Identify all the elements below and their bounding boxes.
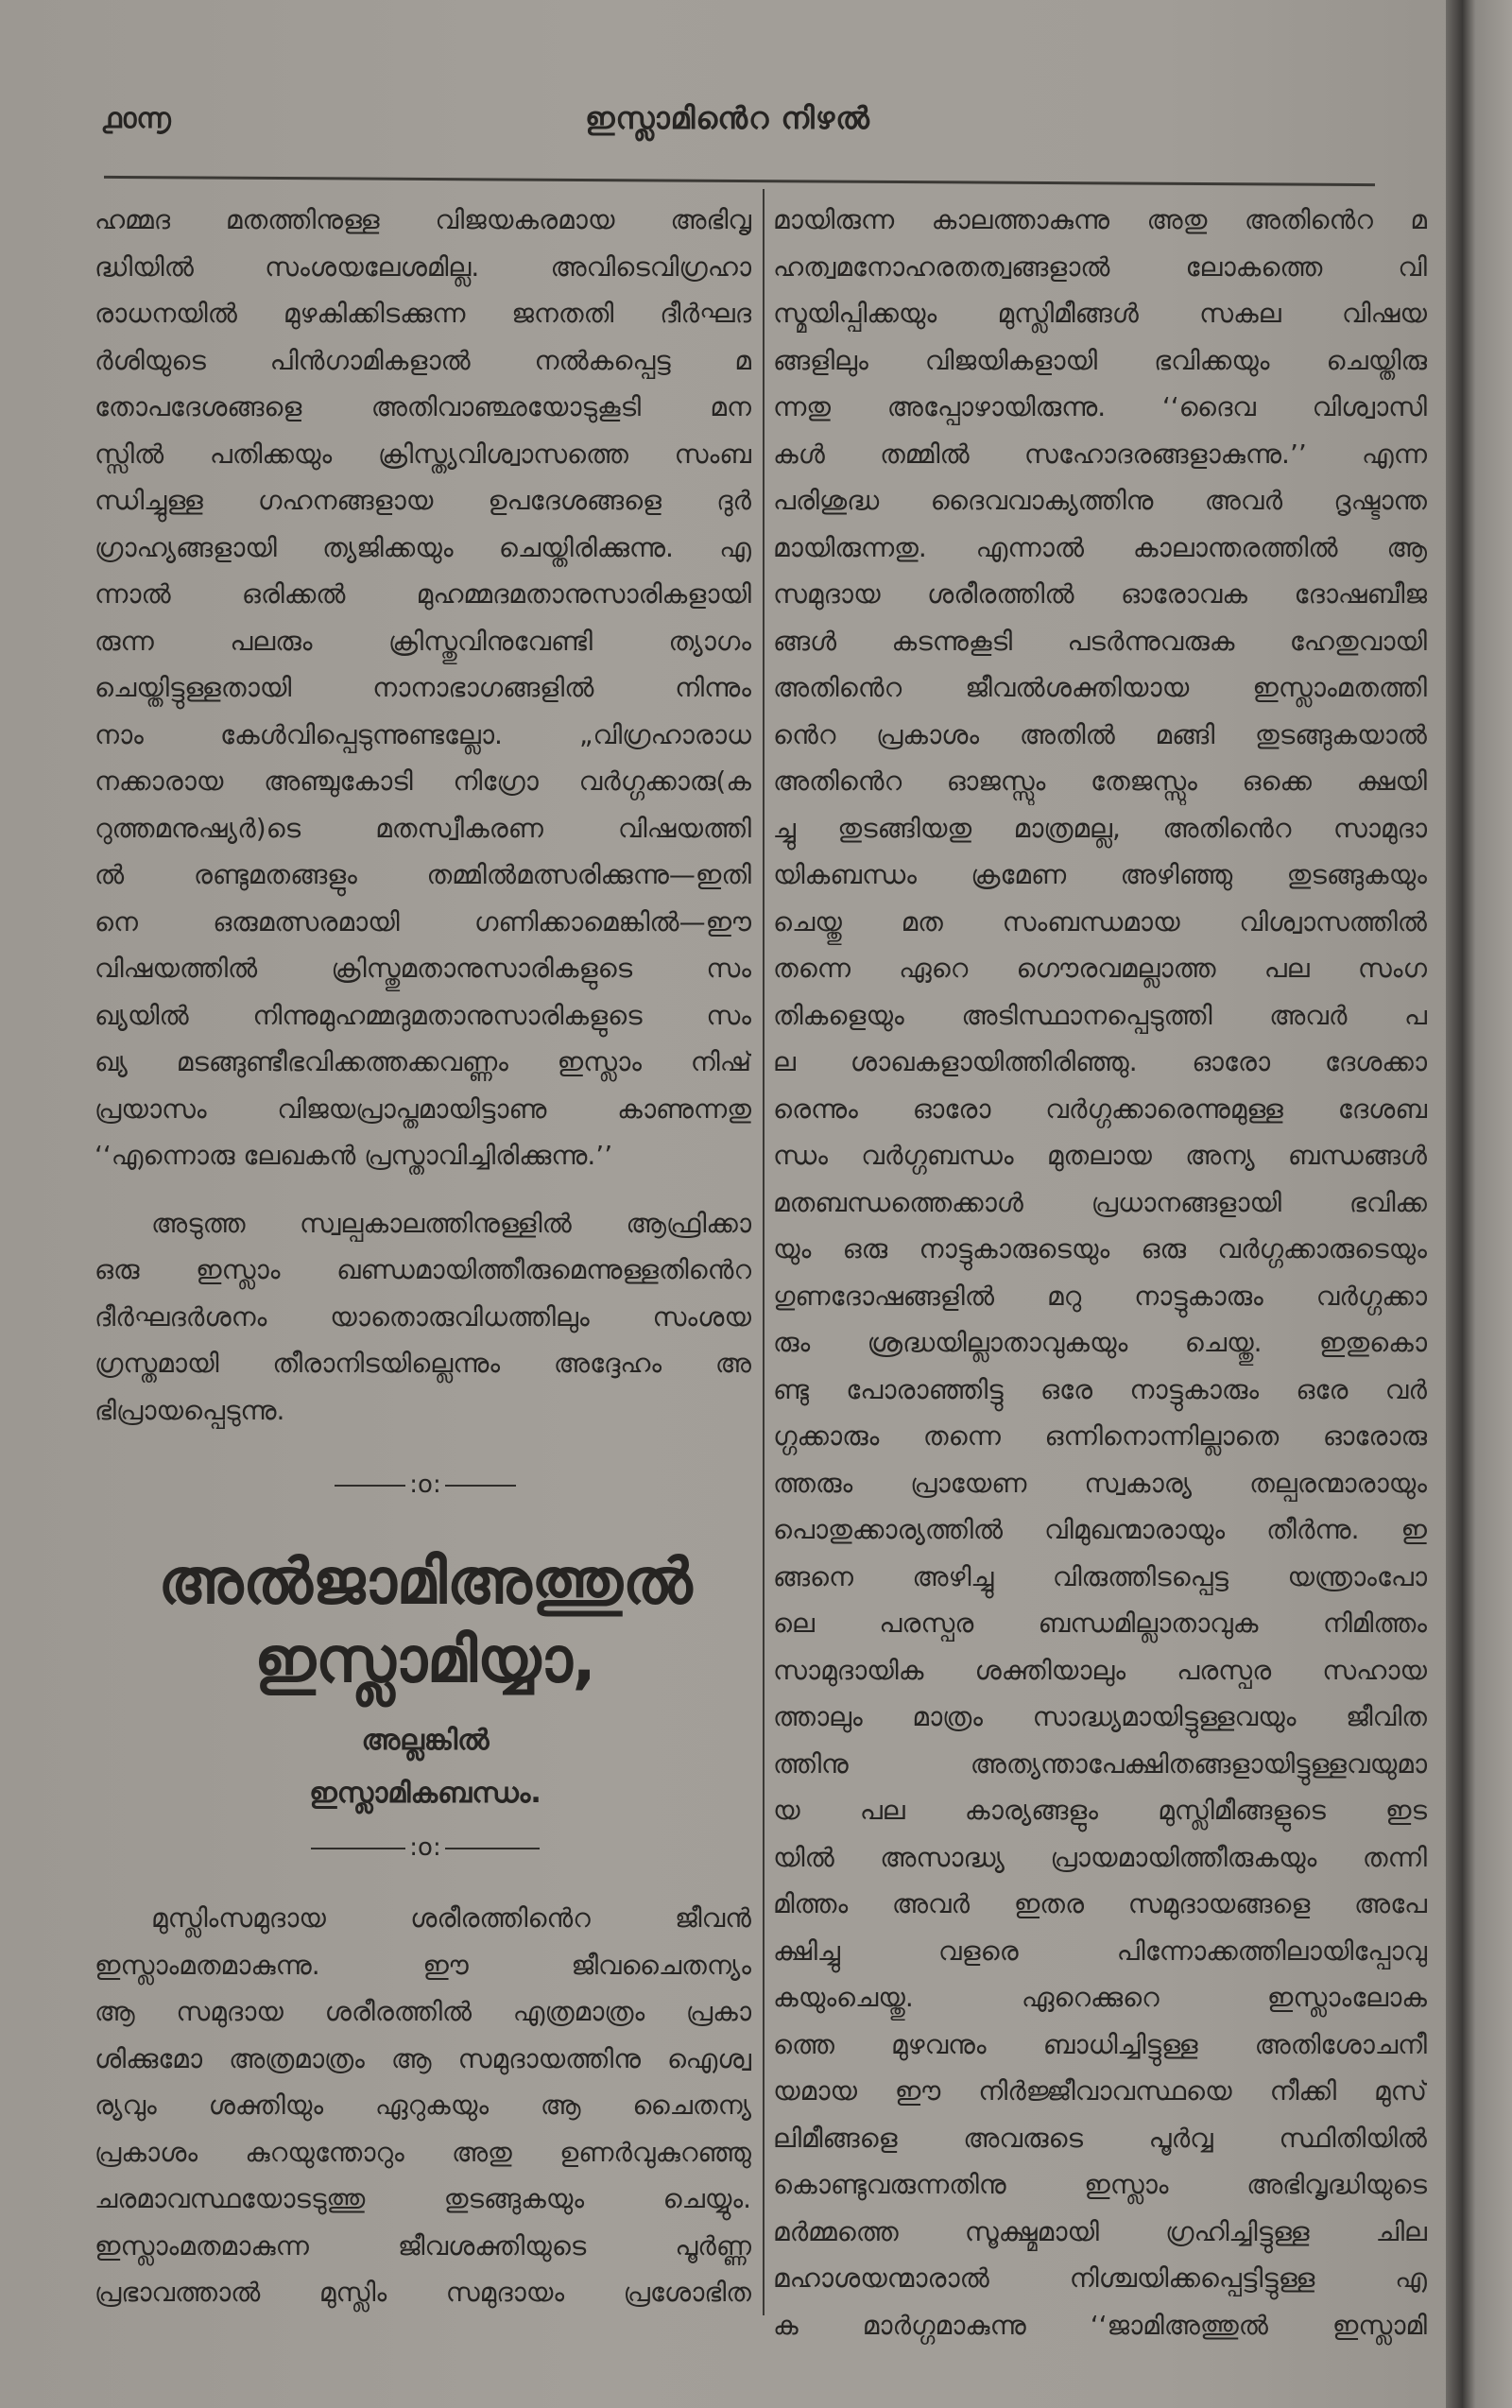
- article-subtitle: ഇസ്ലാമികബന്ധം.: [309, 1777, 541, 1810]
- text-line: പൊതുക്കാര്യത്തിൽ വിമുഖന്മാരായും തീർന്നു. ഇ: [773, 1514, 1427, 1545]
- right-column-text: [773, 197, 1427, 2348]
- text-line: രും ശ്രദ്ധയില്ലാതാവുകയും ചെയ്തു. ഇതുകൊ: [773, 1327, 1427, 1358]
- text-line: വിഷയത്തിൽ ക്രിസ്തുമതാനുസാരികളുടെ സം: [94, 953, 751, 984]
- text-line: പരിശുദ്ധ ദൈവവാക്യത്തിനു അവർ ദൃഷ്ടാന്ത: [773, 485, 1427, 516]
- text-line: ന്നതു അപ്പോഴായിരുന്നു. ‘‘ദൈവ വിശ്വാസി: [773, 391, 1427, 422]
- text-line: റുത്തമനുഷ്യർ)ടെ മതസ്വീകരണ വിഷയത്തി: [94, 812, 751, 844]
- text-line: ൽ രണ്ടുമതങ്ങളും തമ്മിൽമത്സരിക്കുന്നു—ഇതി: [94, 859, 751, 890]
- text-line: ങ്ങൾ കടന്നുകൂടി പടർന്നുവരുക ഹേതുവായി: [773, 625, 1427, 657]
- text-line: ങ്ങളിലും വിജയികളായി ഭവിക്കയും ചെയ്തിരു: [773, 344, 1427, 376]
- text-line: ഗ്രസ്തമായി തീരാനിടയില്ലെന്നും അദ്ദേഹം അ: [94, 1348, 751, 1379]
- separator-mark: :o:: [409, 1471, 441, 1499]
- text-line: കൾ തമ്മിൽ സഹോദരങ്ങളാകുന്നു.’’ എന്ന: [773, 438, 1427, 470]
- article-title-line1: അൽജാമിഅത്തുൽ: [158, 1545, 693, 1618]
- text-line: രുന്ന പലരും ക്രിസ്തുവിനുവേണ്ടി ത്യാഗം: [94, 625, 751, 657]
- text-line: ഒരു ഇസ്ലാം ഖണ്ഡമായിത്തീരുമെന്നുള്ളതിൻെറ: [94, 1254, 751, 1285]
- text-line: ല ശാഖകളായിത്തിരിഞ്ഞു. ഓരോ ദേശക്കാ: [773, 1046, 1427, 1077]
- text-line: ഹത്വമനോഹരതത്വങ്ങളാൽ ലോകത്തെ വി: [773, 250, 1427, 283]
- article-title-line2: ഇസ്ലാമിയ്യാ,: [254, 1624, 596, 1696]
- text-line: ത്തെ മുഴവനും ബാധിച്ചിട്ടുള്ള അതിശോചനീ: [773, 2028, 1427, 2060]
- text-line: കയുംചെയ്തു. ഏറെക്കുറെ ഇസ്ലാംലോക: [773, 1982, 1427, 2013]
- text-line: തന്നെ ഏറെ ഗൌരവമല്ലാത്ത പല സംഗ: [773, 953, 1427, 984]
- text-line: ദ്ധിയിൽ സംശയലേശമില്ല. അവിടെവിഗ്രഹാ: [94, 250, 751, 283]
- text-line: രെന്നും ഓരോ വർഗ്ഗക്കാരെന്നുമുള്ള ദേശബ: [773, 1092, 1427, 1125]
- text-line: ശിക്കുമോ അത്രമാത്രം ആ സമുദായത്തിനു ഐശ്വ: [94, 2042, 751, 2074]
- article-title-or: അല്ലങ്കിൽ: [361, 1724, 490, 1757]
- text-line: ണ്ടു പോരാഞ്ഞിട്ടു ഒരേ നാട്ടുകാരും ഒരേ വർ: [773, 1373, 1427, 1405]
- paragraph-2: [94, 1200, 751, 1435]
- left-column-top: [94, 197, 751, 1454]
- text-line: യമായ ഈ നിർജ്ജീവാവസ്ഥയെ നീക്കി മുസ്: [773, 2075, 1427, 2107]
- text-line: ത്താലും മാത്രം സാദ്ധ്യമായിട്ടുള്ളവയും ജീവിത: [773, 1701, 1427, 1732]
- text-line: ത്തിനു അത്യന്താപേക്ഷിതങ്ങളായിട്ടുള്ളവയുമാ: [773, 1747, 1427, 1780]
- text-line: മഹാശയന്മാരാൽ നിശ്ചയിക്കപ്പെട്ടിട്ടുള്ള എ: [773, 2262, 1427, 2294]
- text-line: തോപദേശങ്ങളെ അതിവാഞ്ഛയോടുകൂടി മന: [94, 391, 751, 422]
- text-line: സ്സിൽ പതിക്കയും ക്രിസ്ത്യവിശ്വാസത്തെ സംബ: [94, 438, 751, 470]
- page-number: ൧൦൬: [102, 102, 171, 135]
- text-line: ങ്ങനെ അഴിച്ചു വിരുത്തിടപ്പെട്ട യന്ത്രാംപോ: [773, 1560, 1427, 1592]
- text-line: സാമുദായിക ശക്തിയാലും പരസ്പര സഹായ: [773, 1654, 1427, 1686]
- text-line: രാധനയിൽ മുഴകിക്കിടക്കുന്ന ജനതതി ദീർഘദ: [94, 298, 751, 329]
- paragraph-1: [94, 197, 751, 1179]
- text-line: ന്ധം വർഗ്ഗബന്ധം മുതലായ അന്യ ബന്ധങ്ങൾ: [773, 1140, 1427, 1171]
- separator-mark: :o:: [409, 1833, 441, 1862]
- separator-top: [94, 1471, 756, 1499]
- text-line: ഗ്രാഹ്യങ്ങളായി ത്യജിക്കയും ചെയ്തിരിക്കുന്നു. എ: [94, 531, 751, 563]
- text-line: ഗ്ഗക്കാരും തന്നെ ഒന്നിനൊന്നില്ലാതെ ഓരോരു: [773, 1420, 1427, 1452]
- text-line: ഇസ്ലാംമതമാകുന്ന ജീവശക്തിയുടെ പൂർണ്ണ: [94, 2229, 751, 2262]
- text-line: ത്തരും പ്രായേണ സ്വകാര്യ തല്പരന്മാരായും: [773, 1467, 1427, 1499]
- text-line: ‘‘എന്നൊരു ലേഖകൻ പ്രസ്താവിച്ചിരിക്കുന്നു.’’: [94, 1140, 613, 1171]
- text-line: ഖ്യ മടങ്ങുണ്ടീഭവിക്കത്തക്കവണ്ണം ഇസ്ലാം നിഷ്: [94, 1046, 751, 1077]
- text-line: ൻെറ പ്രകാശം അതിൽ മങ്ങി തുടങ്ങുകയാൽ: [773, 718, 1427, 750]
- text-line: പ്രയാസം വിജയപ്രാപ്തമായിട്ടാണു കാണുന്നതു: [94, 1092, 751, 1125]
- text-line: യ പല കാര്യങ്ങളും മുസ്ലിമീങ്ങളുടെ ഇട: [773, 1795, 1427, 1826]
- text-line: ക്ഷിച്ചു വളരെ പിന്നോക്കത്തിലായിപ്പോവു: [773, 1935, 1427, 1967]
- text-line: ക മാർഗ്ഗമാകുന്നു ‘‘ജാമിഅത്തുൽ ഇസ്ലാമി: [773, 2309, 1427, 2341]
- running-title: ഇസ്ലാമിൻെറ നിഴൽ: [585, 100, 870, 136]
- text-line: ന്ധിച്ചുള്ള ഗഹനങ്ങളായ ഉപദേശങ്ങളെ ദുർ: [94, 485, 751, 516]
- right-column: [773, 197, 1427, 2348]
- text-line: ഹമ്മദ മതത്തിനുള്ള വിജയകരമായ അഭിവൃ: [94, 204, 751, 235]
- page-binding-edge: [1446, 0, 1512, 2408]
- text-line: മിത്തം അവർ ഇതര സമുദായങ്ങളെ അപേ: [773, 1888, 1427, 1919]
- text-line: ച്ചു തുടങ്ങിയതു മാത്രമല്ല, അതിൻെറ സാമുദാ: [773, 812, 1427, 844]
- text-line: ചെയ്തിട്ടുള്ളതായി നാനാഭാഗങ്ങളിൽ നിന്നും: [94, 672, 751, 703]
- text-line: ഗുണദോഷങ്ങളിൽ മറു നാട്ടുകാരും വർഗ്ഗക്കാ: [773, 1280, 1427, 1312]
- text-line: മർമ്മത്തെ സൂക്ഷ്മമായി ഗ്രഹിച്ചിട്ടുള്ള ചില: [773, 2215, 1427, 2247]
- text-line: നക്കാരായ അഞ്ചുകോടി നിഗ്രോ വർഗ്ഗക്കാരു(ക: [94, 765, 751, 797]
- text-line: സമുദായ ശരീരത്തിൽ ഓരോവക ദോഷബീജ: [773, 578, 1427, 610]
- text-line: ആ സമുദായ ശരീരത്തിൽ എത്രമാത്രം പ്രകാ: [94, 1996, 751, 2027]
- text-line: യികബന്ധം ക്രമേണ അഴിഞ്ഞു തുടങ്ങുകയും: [773, 859, 1427, 890]
- text-line: പ്രകാശം കുറയുന്തോറും അതു ഉണർവുകുറഞ്ഞു: [94, 2136, 751, 2168]
- text-line: സ്മയിപ്പിക്കയും മുസ്ലിമീങ്ങൾ സകല വിഷയ: [773, 298, 1427, 329]
- text-line: കൊണ്ടുവരുന്നതിനു ഇസ്ലാം അഭിവൃദ്ധിയുടെ: [773, 2169, 1427, 2200]
- text-line: മായിരുന്നതു. എന്നാൽ കാലാന്തരത്തിൽ ആ: [773, 531, 1427, 563]
- text-line: ചെയ്തു മത സംബന്ധമായ വിശ്വാസത്തിൽ: [773, 905, 1427, 937]
- text-line: അതിൻെറ ഓജസ്സും തേജസ്സും ഒക്കെ ക്ഷയി: [773, 765, 1427, 797]
- text-line: പ്രഭാവത്താൽ മുസ്ലിം സമുദായം പ്രശോഭിത: [94, 2277, 751, 2308]
- text-line: മായിരുന്ന കാലത്താകുന്നു അതു അതിൻെറ മ: [773, 204, 1427, 235]
- text-line: നെ ഒരുമത്സരമായി ഗണിക്കാമെങ്കിൽ—ഈ: [94, 905, 751, 937]
- text-line: അടുത്ത സ്വല്പകാലത്തിനുള്ളിൽ ആഫ്രിക്കാ: [151, 1207, 751, 1239]
- text-line: അതിൻെറ ജീവൽശക്തിയായ ഇസ്ലാംമതത്തി: [773, 672, 1427, 703]
- text-line: ഭിപ്രായപ്പെടുന്നു.: [94, 1394, 285, 1426]
- paragraph-3: [94, 1895, 751, 2316]
- text-line: നാം കേൾവിപ്പെടുന്നുണ്ടല്ലോ. „വിഗ്രഹാരാധ: [94, 718, 751, 750]
- text-line: ചരമാവസ്ഥയോടടുത്തു തുടങ്ങുകയും ചെയ്യും.: [94, 2183, 751, 2214]
- left-column-bottom: [94, 1895, 751, 2316]
- text-line: ദീർഘദർശനം യാതൊരുവിധത്തിലും സംശയ: [94, 1300, 751, 1333]
- text-line: ഖ്യയിൽ നിന്നുമുഹമ്മദുമതാനുസാരികളുടെ സം: [94, 999, 751, 1031]
- text-line: മതബന്ധത്തെക്കാൾ പ്രധാനങ്ങളായി ഭവിക്ക: [773, 1186, 1427, 1218]
- separator-bottom: [94, 1833, 756, 1862]
- text-line: ർശിയുടെ പിൻഗാമികളാൽ നൽകപ്പെട്ട മ: [94, 344, 751, 376]
- text-line: ര്യവും ശക്തിയും ഏറുകയും ആ ചൈതന്യ: [94, 2090, 751, 2121]
- text-line: ഇസ്ലാംമതമാകുന്നു. ഈ ജീവചൈതന്യം: [94, 1949, 751, 1981]
- text-line: യും ഒരു നാട്ടുകാരുടെയും ഒരു വർഗ്ഗക്കാരുടെയും: [773, 1233, 1427, 1264]
- column-divider: [763, 189, 765, 2315]
- text-line: ലിമീങ്ങളെ അവരുടെ പൂർവ്വ സ്ഥിതിയിൽ: [773, 2122, 1427, 2154]
- text-line: തികളെയും അടിസ്ഥാനപ്പെടുത്തി അവർ പ: [773, 999, 1427, 1031]
- text-line: ലെ പരസ്പര ബന്ധമില്ലാതാവുക നിമിത്തം: [773, 1608, 1427, 1639]
- text-line: ന്നാൽ ഒരിക്കൽ മുഹമ്മദമതാനുസാരികളായി: [94, 578, 751, 610]
- text-line: യിൽ അസാദ്ധ്യ പ്രായമായിത്തീരുകയും തന്നി: [773, 1841, 1427, 1873]
- text-line: മുസ്ലിംസമുദായ ശരീരത്തിൻെറ ജീവൻ: [151, 1902, 751, 1934]
